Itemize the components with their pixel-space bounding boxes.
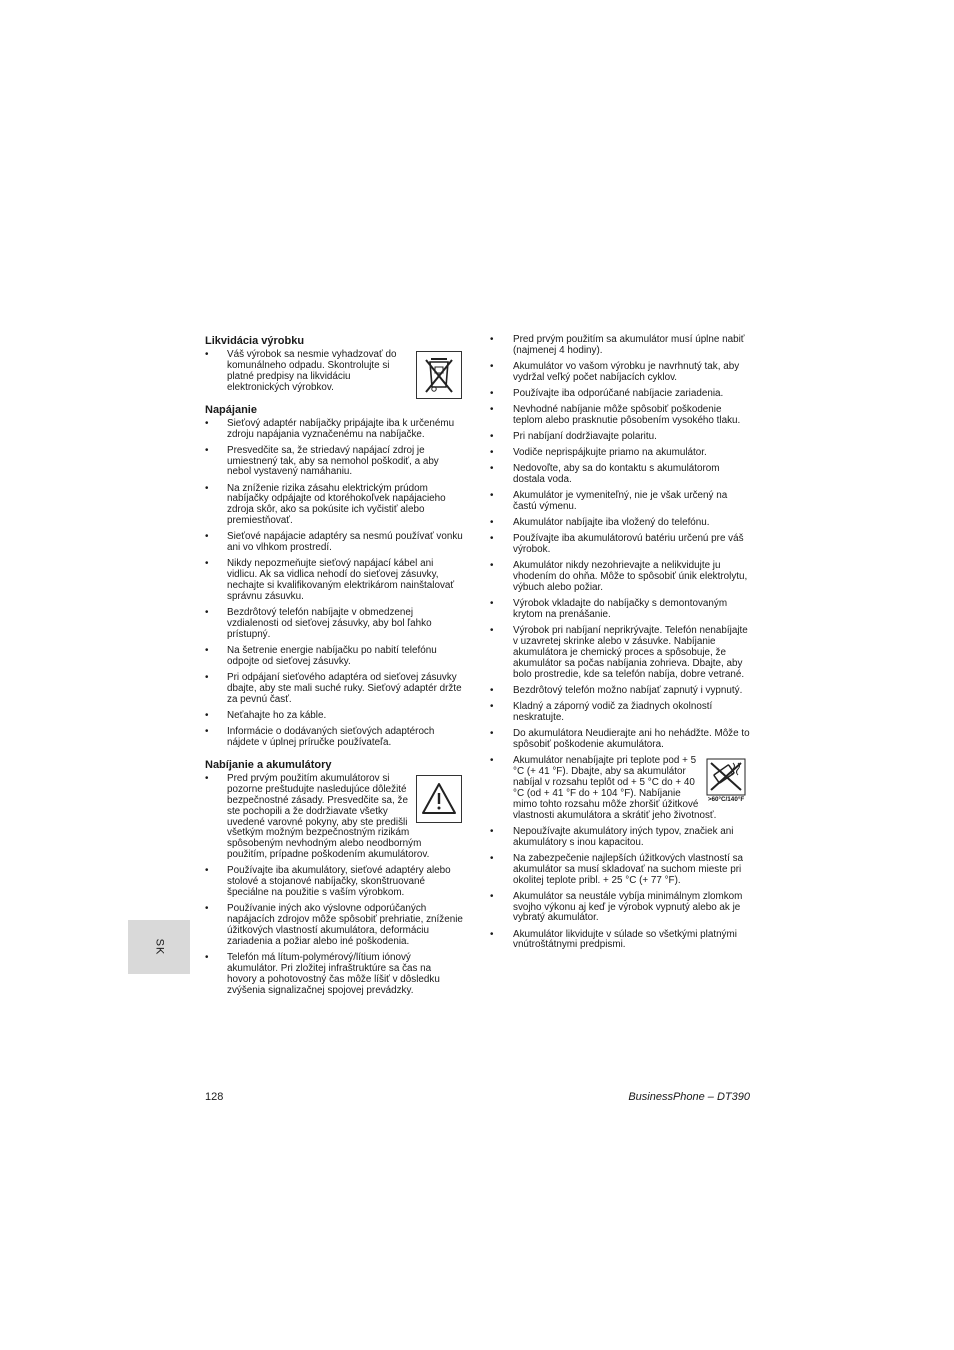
list-item: • Používajte iba akumulátory, sieťové adaptéry alebo stolové a stojanové nabíjačky, skonštruované špeciálne na použitie s vaším výrobkom. <box>205 866 463 899</box>
list-item: • Na zabezpečenie najlepších úžitkových vlastností sa akumulátor sa musí skladovať na suchom mieste pri okolitej teplote pribl. + 25 °C (+ 77 °F). <box>490 854 750 887</box>
list-item: • Kladný a záporný vodič za žiadnych okolností neskratujte. <box>490 702 750 724</box>
list-item: • Výrobok pri nabíjaní neprikrývajte. Telefón nenabíjajte v uzavretej skrinke alebo v zásuvke. Nabíjanie akumulátora je chemický proces a spôsobuje, že akumulátor sa počas nabíjania zohrieva. Dbajte, aby bolo prostredie, kde sa telefón nabíja, dobre vetrané. <box>490 626 750 681</box>
disposal-heading: Likvidácia výrobku <box>205 335 305 347</box>
list-item-text: Akumulátor nenabíjajte pri teplote pod + 5 °C (+ 41 °F). Dbajte, aby sa akumulátor nabíjal v rozsahu teplôt od + 5 °C do + 40 °C (od + 41 °F do + 104 °F). Nabíjanie mimo tohto rozsahu môže zhoršiť úžitkové vlastnosti akumulátora a skrátiť jeho životnosť. <box>513 755 717 821</box>
list-item: • Informácie o dodávaných sieťových adaptéroch nájdete v úplnej príručke používateľa. <box>205 727 463 749</box>
list-item: • Neťahajte ho za káble. <box>205 711 463 722</box>
list-item: • Na šetrenie energie nabíjačku po nabití telefónu odpojte od sieťovej zásuvky. <box>205 646 463 668</box>
list-item: • Akumulátor vo vašom výrobku je navrhnutý tak, aby vydržal veľký počet nabíjacích cyklov. <box>490 362 750 384</box>
list-item: • Sieťové napájacie adaptéry sa nesmú používať vonku ani vo vlhkom prostredí. <box>205 532 463 554</box>
list-item: • Akumulátor nabíjajte iba vložený do telefónu. <box>490 518 750 529</box>
page-number: 128 <box>205 1091 224 1103</box>
charging-section <box>205 759 463 997</box>
temp-icon-label: • >60°C/140°F <box>707 796 745 804</box>
left-column <box>205 335 463 1007</box>
list-item: • Bezdrôtový telefón nabíjajte v obmedzenej vzdialenosti od sieťovej zásuvky, aby bol ľahko prístupný. <box>205 608 463 641</box>
power-heading: Napájanie <box>205 403 257 416</box>
list-item: • Do akumulátora Neudierajte ani ho nehádžte. Môže to spôsobiť poškodenie akumulátora. <box>490 729 750 751</box>
list-item: • Akumulátor likvidujte v súlade so všetkými platnými vnútroštátnymi predpismi. <box>490 930 750 952</box>
list-item-temperature <box>490 756 750 821</box>
list-item: • Používajte iba odporúčané nabíjacie zariadenia. <box>490 389 750 400</box>
list-item: • Akumulátor je vymeniteľný, nie je však určený na častú výmenu. <box>490 491 750 513</box>
list-item: • Vodiče neprispájkujte priamo na akumulátor. <box>490 448 750 459</box>
list-item: • Nedovoľte, aby sa do kontaktu s akumulátorom dostala voda. <box>490 464 750 486</box>
list-item: • Váš výrobok sa nesmie vyhadzovať do komunálneho odpadu. Skontrolujte si platné predpisy na likvidáciu elektronických výrobkov. <box>205 350 463 394</box>
list-item: • Pri odpájaní sieťového adaptéra od sieťovej zásuvky dbajte, aby ste mali suché ruky. Sieťový adaptér držte za pevnú časť. <box>205 673 463 706</box>
list-item: • Akumulátor nikdy nezohrievajte a nelikvidujte ju vhodením do ohňa. Môže to spôsobiť únik elektrolytu, výbuch alebo požiar. <box>490 561 750 594</box>
list-item: • Presvedčite sa, že striedavý napájací zdroj je umiestnený tak, aby sa nemohol poškodiť, a aby nebol vystavený namáhaniu. <box>205 446 463 479</box>
list-item: • Sieťový adaptér nabíjačky pripájajte iba k určenému zdroju napájania vyznačenému na nabíjačke. <box>205 419 463 441</box>
power-section <box>205 404 463 749</box>
no-heat-battery-icon <box>705 757 747 803</box>
list-item: • Nepoužívajte akumulátory iných typov, značiek ani akumulátory s inou kapacitou. <box>490 827 750 849</box>
language-tab-label: SK <box>153 938 165 956</box>
list-item: • Pred prvým použitím akumulátorov si pozorne preštudujte nasledujúce dôležité bezpečnostné zásady. Presvedčite sa, že ste pochopili a že dodržiavate všetky uvedené varovné pokyny, aby ste predišli všetkým možným bezpečnostným rizikám spôsobeným nevhodným alebo neodborným použitím, prípadne poškodením akumulátorov. <box>205 774 463 861</box>
charging-heading: Nabíjanie a akumulátory <box>205 758 332 771</box>
list-item: • Na zníženie rizika zásahu elektrickým prúdom nabíjačky odpájajte od ktoréhokoľvek napájacieho zdroja skôr, ako sa pokúsite ich vyčistiť alebo premiestňovať. <box>205 484 463 528</box>
list-item: • Používanie iných ako výslovne odporúčaných napájacích zdrojov môže spôsobiť prehriatie, zníženie úžitkových vlastností akumulátora, deformáciu zariadenia a požiar alebo iné poškodenia. <box>205 904 463 948</box>
disposal-section <box>205 335 463 394</box>
list-item: • Bezdrôtový telefón možno nabíjať zapnutý i vypnutý. <box>490 686 750 697</box>
list-item: • Nevhodné nabíjanie môže spôsobiť poškodenie teplom alebo prasknutie pôsobením vysokého tlaku. <box>490 405 750 427</box>
right-column <box>490 335 750 957</box>
list-item: • Pri nabíjaní dodržiavajte polaritu. <box>490 432 750 443</box>
list-item: • Nikdy nepozmeňujte sieťový napájací kábel ani vidlicu. Ak sa vidlica nehodí do sieťovej zásuvky, nechajte si kvalifikovaným elektrikárom nainštalovať správnu zásuvku. <box>205 559 463 603</box>
list-item: • Akumulátor sa neustále vybíja minimálnym zlomkom svojho výkonu aj keď je výrobok vypnutý alebo ak je vybratý akumulátor. <box>490 892 750 925</box>
list-item: • Pred prvým použitím sa akumulátor musí úplne nabiť (najmenej 4 hodiny). <box>490 335 750 357</box>
product-name: BusinessPhone – DT390 <box>628 1091 750 1103</box>
list-item: • Telefón má lítum-polymérový/lítium iónový akumulátor. Pri zložitej infraštruktúre sa čas na hovory a pohotovostný čas môže líšiť v dôsledku zvýšenia signalizačnej spojovej prevádzky. <box>205 953 463 997</box>
list-item: • Používajte iba akumulátorovú batériu určenú pre váš výrobok. <box>490 534 750 556</box>
language-tab <box>128 920 190 974</box>
list-item: • Výrobok vkladajte do nabíjačky s demontovaným krytom na prenášanie. <box>490 599 750 621</box>
